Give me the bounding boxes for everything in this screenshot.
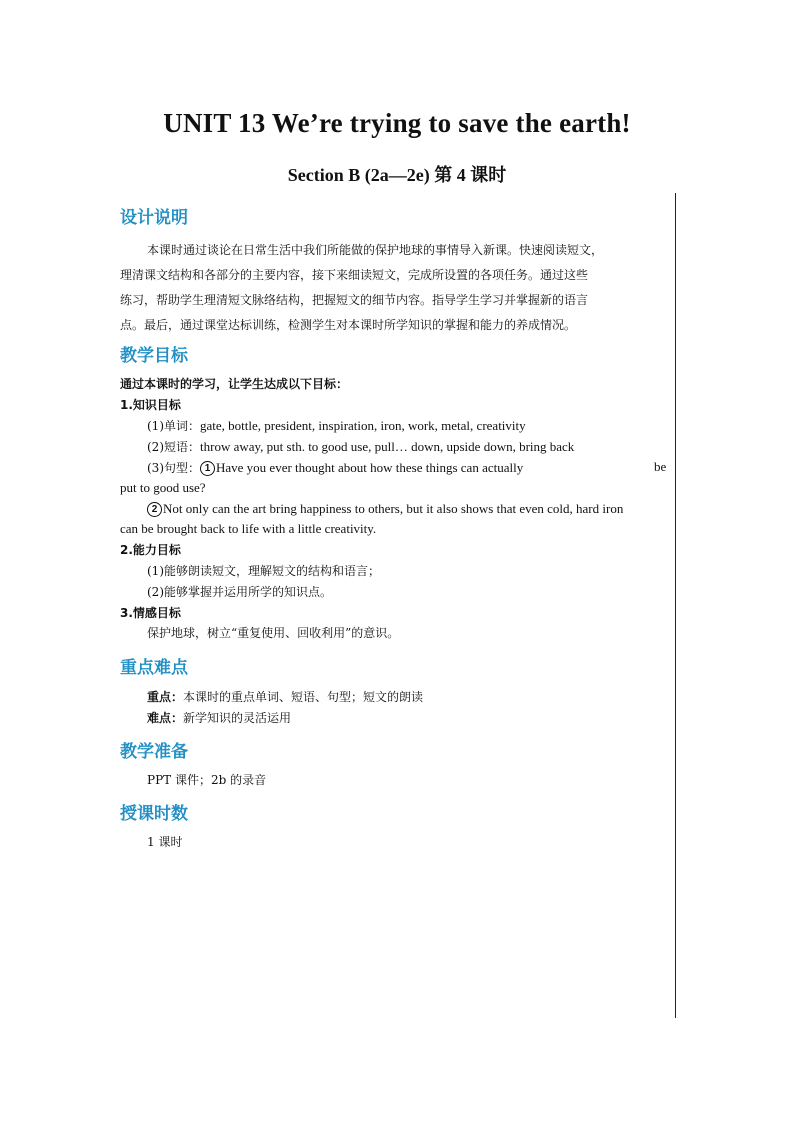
- words-text: gate, bottle, president, inspiration, iron, work, metal, creativity: [200, 418, 526, 433]
- difficult-text: 新学知识的灵活运用: [183, 711, 292, 725]
- heading-key-points: 重点难点: [120, 658, 188, 678]
- emotion-item-1: 保护地球，树立“重复使用、回收利用”的意识。: [147, 626, 400, 640]
- margin-rule: [675, 193, 676, 1018]
- sentence2-row: [147, 501, 623, 517]
- difficult-point-row: [147, 709, 291, 726]
- key-point-row: [147, 688, 423, 705]
- difficult-label: 难点：: [147, 711, 184, 725]
- ability-title: 2.能力目标: [120, 543, 181, 557]
- goals-intro: 通过本课时的学习，让学生达成以下目标：: [120, 377, 349, 391]
- number-2-icon: 2: [147, 502, 162, 517]
- heading-preparation: 教学准备: [120, 742, 188, 762]
- design-line: 点。最后，通过课堂达标训练，检测学生对本课时所学知识的掌握和能力的养成情况。: [120, 318, 577, 332]
- words-label: (1)单词：: [147, 419, 200, 433]
- number-1-icon: 1: [200, 461, 215, 476]
- heading-design: 设计说明: [120, 208, 188, 228]
- sentence1-row: [147, 459, 523, 476]
- phrases-label: (2)短语：: [147, 440, 200, 454]
- page-subtitle: Section B (2a—2e) 第 4 课时: [287, 165, 507, 185]
- page-title: UNIT 13 We’re trying to save the earth!: [163, 108, 631, 138]
- sentence2-text: Not only can the art bring happiness to others, but it also shows that even cold, hard iron: [163, 501, 624, 516]
- phrases-row: [147, 438, 574, 455]
- sentence1-be: be: [654, 459, 667, 474]
- ability-item-2: (2)能够掌握并运用所学的知识点。: [147, 585, 332, 599]
- heading-goals: 教学目标: [120, 346, 188, 366]
- sentence2-cont: can be brought back to life with a little creativity.: [120, 521, 377, 536]
- sentences-label: (3)句型：: [147, 461, 200, 475]
- knowledge-title: 1.知识目标: [120, 398, 181, 412]
- emotion-title: 3.情感目标: [120, 606, 181, 620]
- sentence1-text: Have you ever thought about how these things can actually: [216, 460, 524, 475]
- key-label: 重点：: [147, 690, 184, 704]
- design-line: 理清课文结构和各部分的主要内容，接下来细读短文，完成所设置的各项任务。通过这些: [120, 268, 589, 282]
- design-line: 练习，帮助学生理清短文脉络结构，把握短文的细节内容。指导学生学习并掌握新的语言: [120, 293, 589, 307]
- heading-hours: 授课时数: [120, 804, 188, 824]
- preparation-text: PPT 课件；2b 的录音: [147, 773, 267, 787]
- phrases-text: throw away, put sth. to good use, pull… down, upside down, bring back: [200, 439, 575, 454]
- ability-item-1: (1)能够朗读短文，理解短文的结构和语言；: [147, 564, 380, 578]
- design-line: 本课时通过谈论在日常生活中我们所能做的保护地球的事情导入新课。快速阅读短文，: [147, 243, 604, 257]
- key-text: 本课时的重点单词、短语、句型；短文的朗读: [183, 690, 424, 704]
- hours-text: 1 课时: [147, 835, 183, 849]
- design-paragraph: [120, 238, 668, 338]
- words-row: [147, 417, 526, 434]
- sentence1-cont: put to good use?: [120, 480, 206, 495]
